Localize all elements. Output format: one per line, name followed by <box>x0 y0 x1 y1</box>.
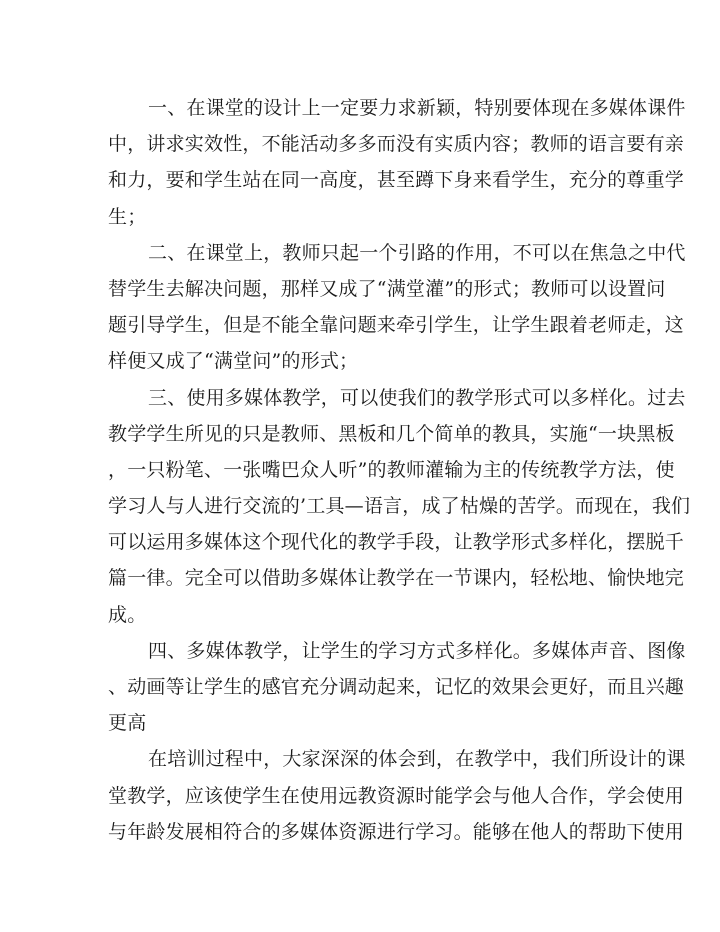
paragraph-3-line-7: 成。 <box>108 603 147 626</box>
paragraph-1-line-2: 中，讲求实效性，不能活动多多而没有实质内容；教师的语言要有亲 <box>108 133 685 156</box>
paragraph-3-line-6: 篇一律。完全可以借助多媒体让教学在一节课内，轻松地、愉快地完 <box>108 567 685 590</box>
paragraph-1-line-3: 和力，要和学生站在同一高度，甚至蹲下身来看学生，充分的尊重学 <box>108 169 685 192</box>
paragraph-3-line-1: 三、使用多媒体教学，可以使我们的教学形式可以多样化。过去 <box>148 386 686 409</box>
paragraph-2-line-3: 题引导学生，但是不能全靠问题来牵引学生，让学生跟着老师走，这 <box>108 314 685 337</box>
paragraph-3-line-3: ，一只粉笔、一张嘴巴众人听”的教师灌输为主的传统教学方法，使 <box>108 458 675 481</box>
paragraph-5-line-1: 在培训过程中，大家深深的体会到，在教学中，我们所设计的课 <box>148 748 686 771</box>
document-body <box>108 90 691 850</box>
paragraph-3-line-4: 学习人与人进行交流的’工具—语言，成了枯燥的苦学。而现在，我们 <box>108 495 691 518</box>
paragraph-4-line-3: 更高 <box>108 712 147 735</box>
paragraph-5-line-3: 与年龄发展相符合的多媒体资源进行学习。能够在他人的帮助下使用 <box>108 820 685 843</box>
paragraph-3-line-5: 可以运用多媒体这个现代化的教学手段，让教学形式多样化，摆脱千 <box>108 531 685 554</box>
paragraph-4-line-1: 四、多媒体教学，让学生的学习方式多样化。多媒体声音、图像 <box>148 639 686 662</box>
paragraph-2-line-4: 样便又成了“满堂问”的形式； <box>108 350 359 373</box>
paragraph-1-line-4: 生； <box>108 205 147 228</box>
paragraph-5-line-2: 堂教学，应该使学生在使用远教资源时能学会与他人合作，学会使用 <box>108 784 685 807</box>
paragraph-1-line-1: 一、在课堂的设计上一定要力求新颖，特别要体现在多媒体课件 <box>148 97 686 119</box>
paragraph-2-line-2: 替学生去解决问题，那样又成了“满堂灌”的形式；教师可以设置问 <box>108 277 666 300</box>
paragraph-4-line-2: 、动画等让学生的感官充分调动起来，记忆的效果会更好，而且兴趣 <box>108 676 685 698</box>
paragraph-2-line-1: 二、在课堂上，教师只起一个引路的作用，不可以在焦急之中代 <box>148 241 686 264</box>
paragraph-3-line-2: 教学学生所见的只是教师、黑板和几个简单的教具，实施“一块黑板 <box>108 422 675 445</box>
